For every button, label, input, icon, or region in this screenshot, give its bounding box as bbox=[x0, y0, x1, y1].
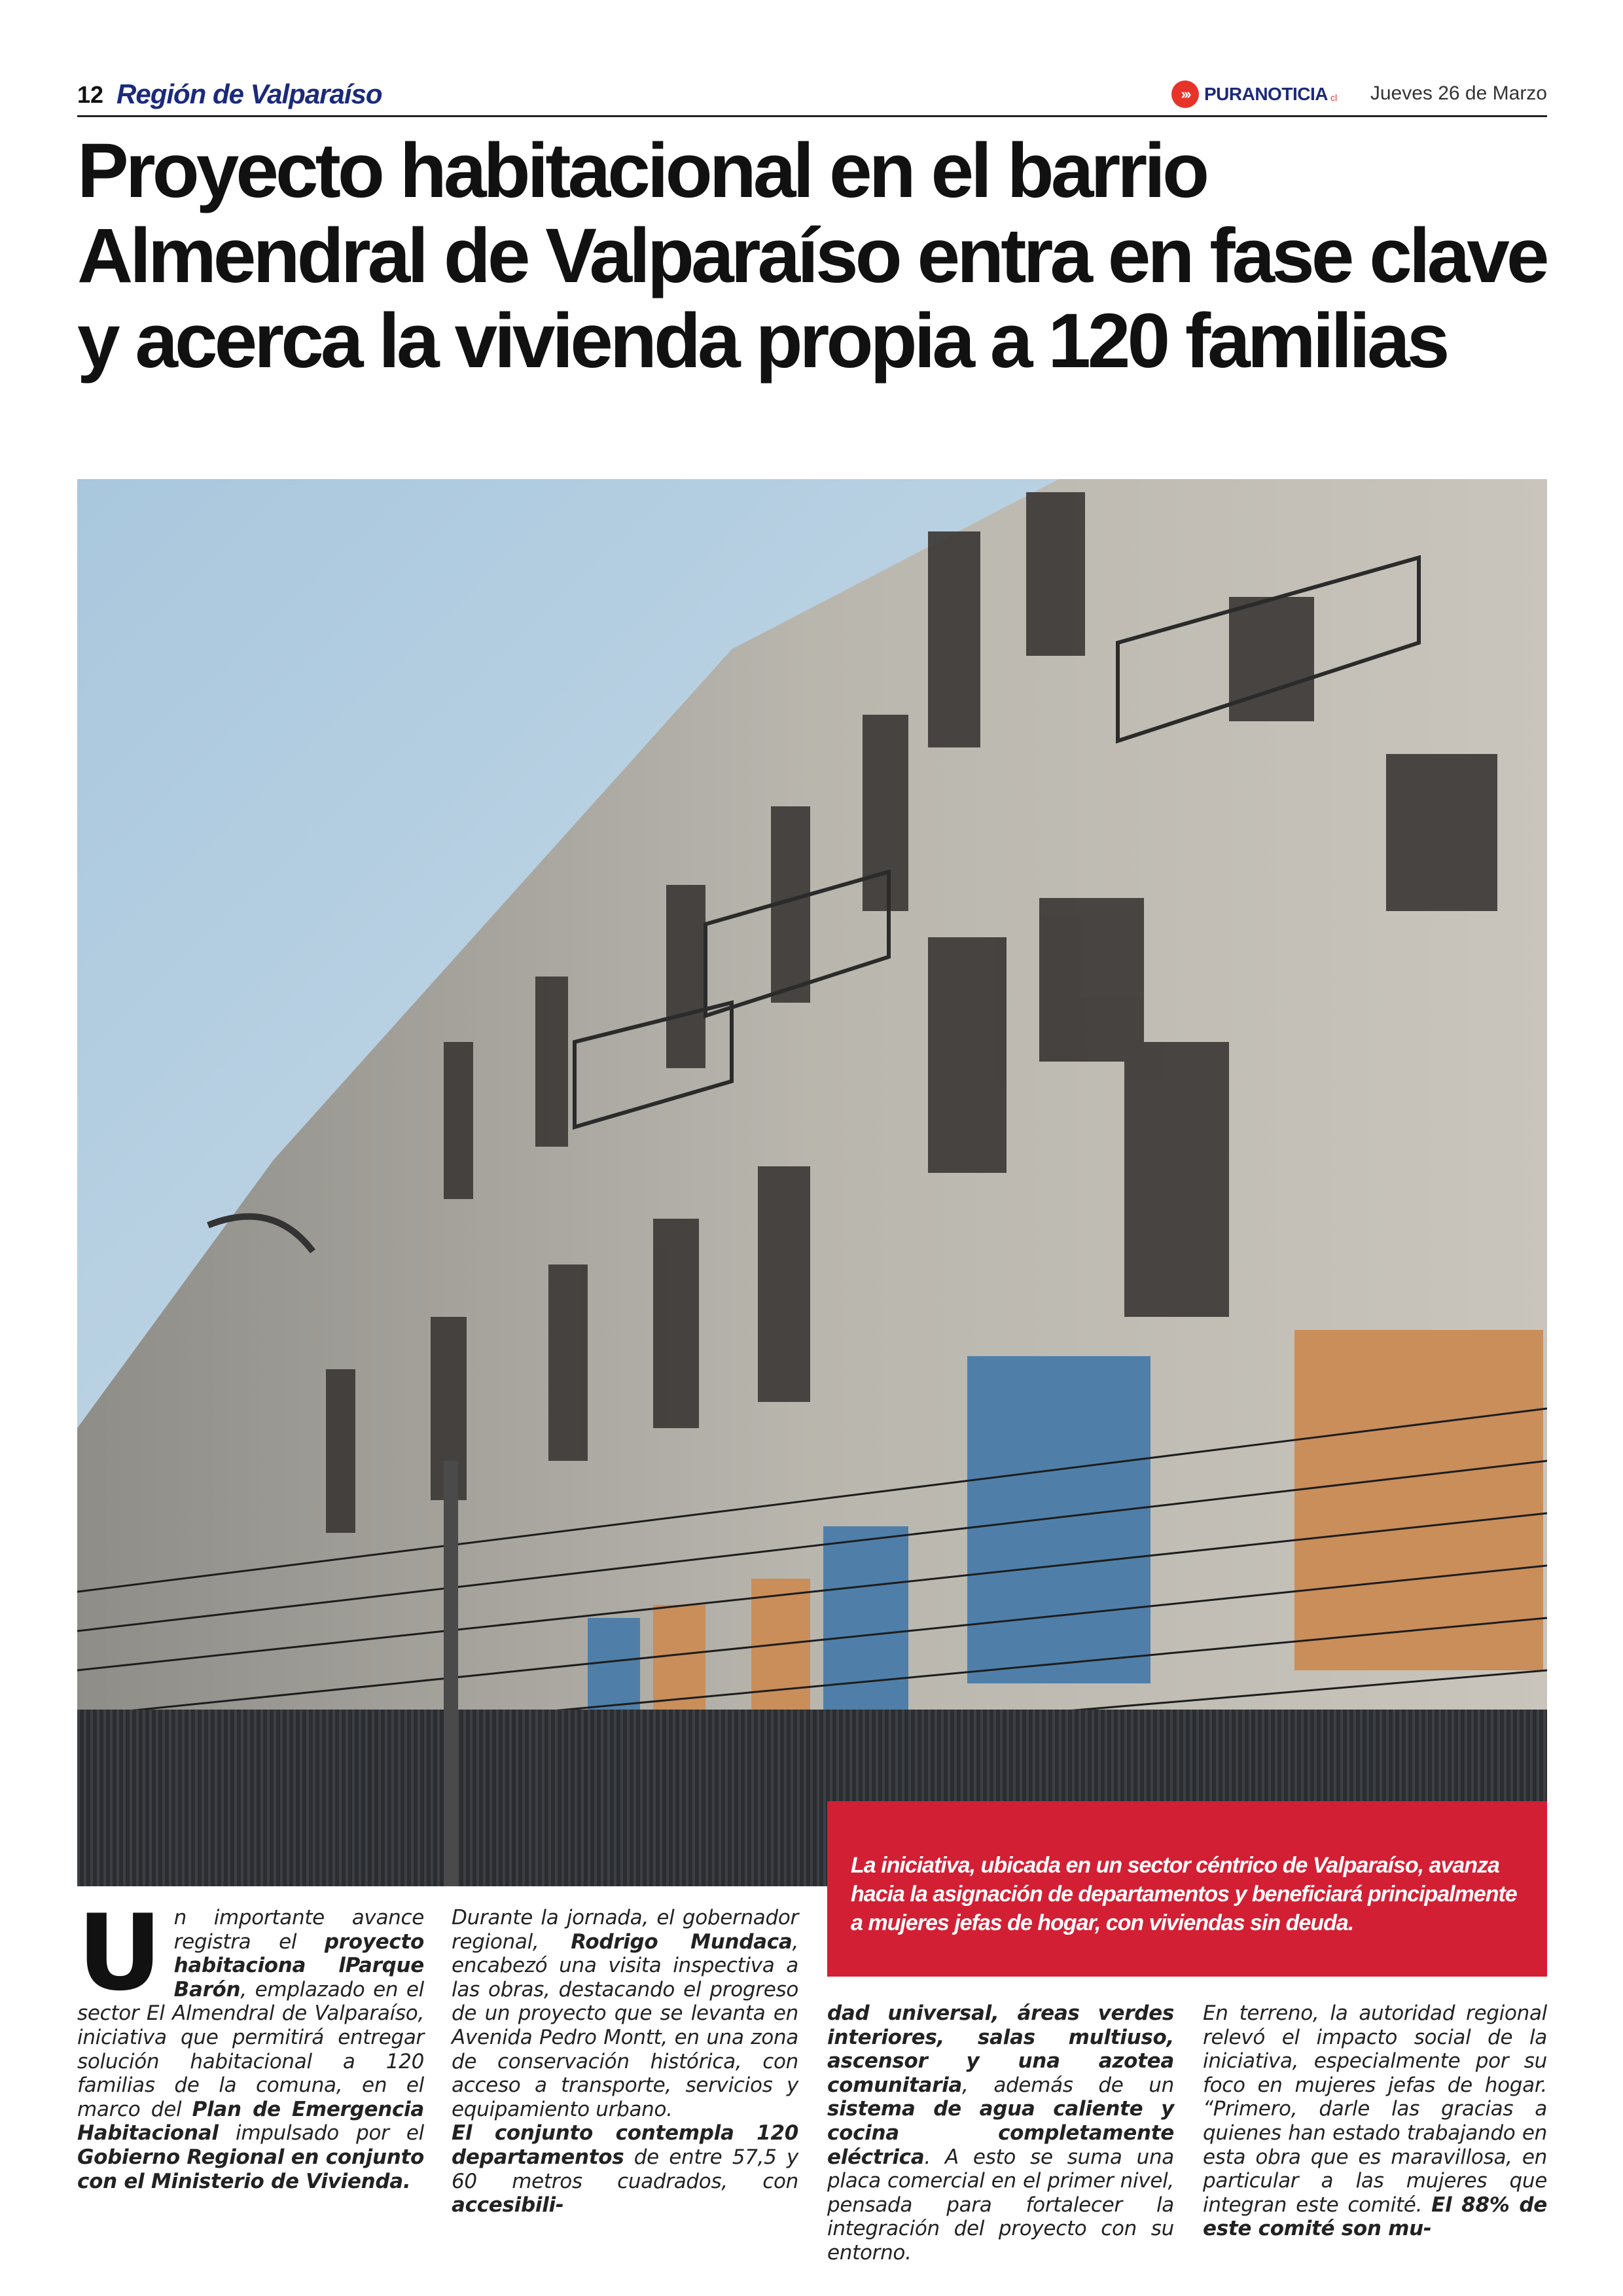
brand-suffix: cl bbox=[1330, 92, 1338, 103]
page-number: 12 bbox=[77, 81, 104, 108]
article-column-4 bbox=[1203, 2001, 1547, 2241]
article-paragraph: Un importante avance registra el proyecto habitaciona lParque Barón, emplazado en el sector El Almendral de Valparaíso, iniciativa que permitirá entregar solución habitacional a 120 familias de la comuna, en el marco del Plan de Emergencia Habitacional impulsado por el Gobierno Regional en conjunto con el Ministerio de Vivienda. bbox=[77, 1892, 424, 2193]
drop-cap: U bbox=[77, 1892, 162, 2014]
article-paragraph: El conjunto contempla 120 departamentos de entre 57,5 y 60 metros cuadrados, con accesibili- bbox=[452, 2121, 798, 2217]
photo-caption: La iniciativa, ubicada en un sector céntrico de Valparaíso, avanza hacia la asignación de departamentos y beneficiará principalmente a mujeres jefas de hogar, con viviendas sin deuda. bbox=[851, 1853, 1517, 1935]
article-column-1 bbox=[77, 1892, 424, 2193]
brand-name: PURANOTICIA bbox=[1204, 84, 1328, 104]
building-under-construction-photo bbox=[77, 479, 1547, 1886]
chevrons-right-icon: ››› bbox=[1171, 81, 1199, 108]
page-header bbox=[77, 73, 1547, 117]
article-column-2 bbox=[452, 1906, 798, 2217]
brand-logo bbox=[1171, 80, 1337, 109]
issue-date: Jueves 26 de Marzo bbox=[1370, 82, 1547, 104]
article-paragraph: En terreno, la autoridad regional relevó el impacto social de la iniciativa, especialmente por su foco en mujeres jefas de hogar. “Primero, darle las gracias a quienes han estado trabajando en esta obra que es maravillosa, en particular a las mujeres que integran este comité. El 88% de este comité son mu- bbox=[1203, 2001, 1547, 2241]
article-paragraph: Durante la jornada, el gobernador regional, Rodrigo Mundaca, encabezó una visita inspectiva a las obras, destacando el progreso de un proyecto que se levanta en Avenida Pedro Montt, en una zona de conservación histórica, con acceso a transporte, servicios y equipamiento urbano. bbox=[452, 1906, 799, 2121]
article-column-3 bbox=[827, 2001, 1174, 2265]
section-title: Región de Valparaíso bbox=[116, 79, 382, 109]
article-paragraph: dad universal, áreas verdes interiores, salas multiuso, ascensor y una azotea comunitaria, además de un sistema de agua caliente y cocina completamente eléctrica. A esto se suma una placa comercial en el primer nivel, pensada para fortalecer la integración del proyecto con su entorno. bbox=[827, 2001, 1174, 2265]
article-headline: Proyecto habitacional en el barrio Almendral de Valparaíso entra en fase clave y acerca la vivienda propia a 120 familias bbox=[77, 128, 1546, 384]
photo-caption-box bbox=[827, 1801, 1547, 1977]
